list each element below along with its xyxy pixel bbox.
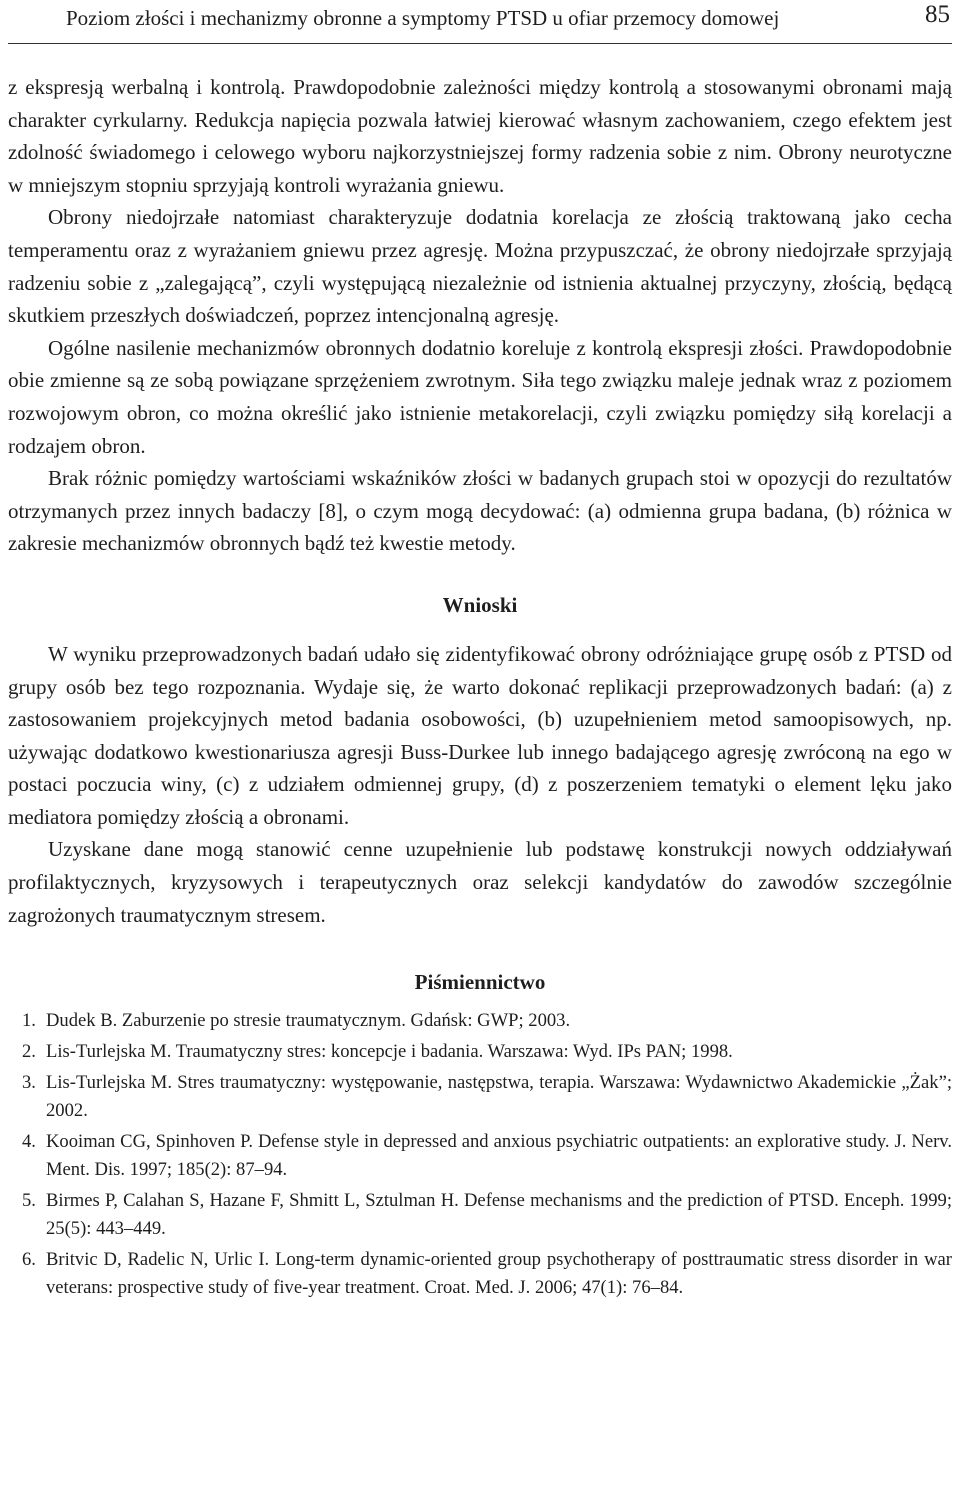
paragraph: Uzyskane dane mogą stanowić cenne uzupełnienie lub podstawę konstrukcji nowych oddziaływań profilaktycznych, kryzysowych i terapeutycznych oraz selekcji kandydatów do zawodów szczególnie zagrożonych traumatycznym stresem.: [8, 837, 952, 927]
reference-number: 1.: [22, 1010, 36, 1032]
reference-item: [8, 1187, 952, 1243]
paragraph: Ogólne nasilenie mechanizmów obronnych dodatnio koreluje z kontrolą ekspresji złości. Prawdopodobnie obie zmienne są ze sobą powiązane sprzężeniem zwrotnym. Siła tego związku maleje jednak wraz z poziomem rozwojowym obron, co można określić jako istnienie metakorelacji, czyli związku pomiędzy siłą korelacji a rodzajem obron.: [8, 335, 952, 458]
reference-item: [8, 1128, 952, 1184]
reference-text: Lis-Turlejska M. Stres traumatyczny: występowanie, następstwa, terapia. Warszawa: Wydawnictwo Akademickie „Żak”; 2002.: [46, 1072, 952, 1122]
reference-item: [8, 1069, 952, 1125]
running-header-title: Poziom złości i mechanizmy obronne a symptomy PTSD u ofiar przemocy domowej: [66, 6, 780, 30]
page-number: 85: [925, 1, 950, 28]
reference-number: 6.: [22, 1249, 36, 1271]
reference-item: [8, 1246, 952, 1302]
reference-list: [8, 1007, 952, 1302]
reference-number: 2.: [22, 1041, 36, 1063]
reference-number: 4.: [22, 1131, 36, 1153]
reference-text: Lis-Turlejska M. Traumatyczny stres: koncepcje i badania. Warszawa: Wyd. IPs PAN; 1998.: [46, 1041, 733, 1063]
reference-item: [8, 1007, 952, 1035]
paragraph: Obrony niedojrzałe natomiast charakteryzuje dodatnia korelacja ze złością traktowaną jako cecha temperamentu oraz z wyrażaniem gniewu przez agresję. Można przypuszczać, że obrony niedojrzałe sprzyjają radzeniu sobie z „zalegającą”, czyli występującą niezależnie od istnienia aktualnej przyczyny, złością, będącą skutkiem przeszłych doświadczeń, poprzez intencjonalną agresję.: [8, 205, 952, 328]
paragraph: W wyniku przeprowadzonych badań udało się zidentyfikować obrony odróżniające grupę osób z PTSD od grupy osób bez tego rozpoznania. Wydaje się, że warto dokonać replikacji przeprowadzonych badań: (a) z zastosowaniem projekcyjnych metod badania osobowości, (b) uzupełnieniem metod samoopisowych, np. używając dodatkowo kwestionariusza agresji Buss-Durkee lub innego badającego agresję zwróconą na ego w postaci poczucia winy, (c) z udziałem odmiennej grupy, (d) z poszerzeniem tematyki o element lęku jako mediatora pomiędzy złością a obronami.: [8, 641, 952, 829]
reference-text: Britvic D, Radelic N, Urlic I. Long-term dynamic-oriented group psychotherapy of posttraumatic stress disorder in war veterans: prospective study of five-year treatment. Croat. Med. J. 2006; 47(1): 76–84.: [46, 1249, 952, 1299]
reference-text: Birmes P, Calahan S, Hazane F, Shmitt L, Sztulman H. Defense mechanisms and the prediction of PTSD. Enceph. 1999; 25(5): 443–449.: [46, 1190, 952, 1240]
body-text: [8, 71, 952, 1305]
section-heading-references: Piśmiennictwo: [414, 970, 546, 995]
paragraph: z ekspresją werbalną i kontrolą. Prawdopodobnie zależności między kontrolą a stosowanymi obronami mają charakter cyrkularny. Redukcja napięcia pozwala łatwiej kierować własnym zachowaniem, czego efektem jest zdolność świadomego i celowego wyboru najkorzystniejszej formy radzenia sobie z nim. Obrony neurotyczne w mniejszym stopniu sprzyjają kontroli wyrażania gniewu.: [8, 75, 952, 197]
reference-number: 5.: [22, 1190, 36, 1212]
paragraph: Brak różnic pomiędzy wartościami wskaźników złości w badanych grupach stoi w opozycji do rezultatów otrzymanych przez innych badaczy [8], o czym mogą decydować: (a) odmienna grupa badana, (b) różnica w zakresie mechanizmów obronnych bądź też kwestie metody.: [8, 466, 952, 556]
reference-text: Dudek B. Zaburzenie po stresie traumatycznym. Gdańsk: GWP; 2003.: [46, 1010, 571, 1032]
reference-item: [8, 1038, 952, 1066]
header-rule: [8, 43, 952, 44]
running-header: [0, 0, 960, 46]
section-heading-conclusions: Wnioski: [442, 592, 518, 617]
reference-text: Kooiman CG, Spinhoven P. Defense style in depressed and anxious psychiatric outpatients: an explorative study. J. Nerv. Ment. Dis. 1997; 185(2): 87–94.: [46, 1131, 952, 1181]
reference-number: 3.: [22, 1072, 36, 1094]
